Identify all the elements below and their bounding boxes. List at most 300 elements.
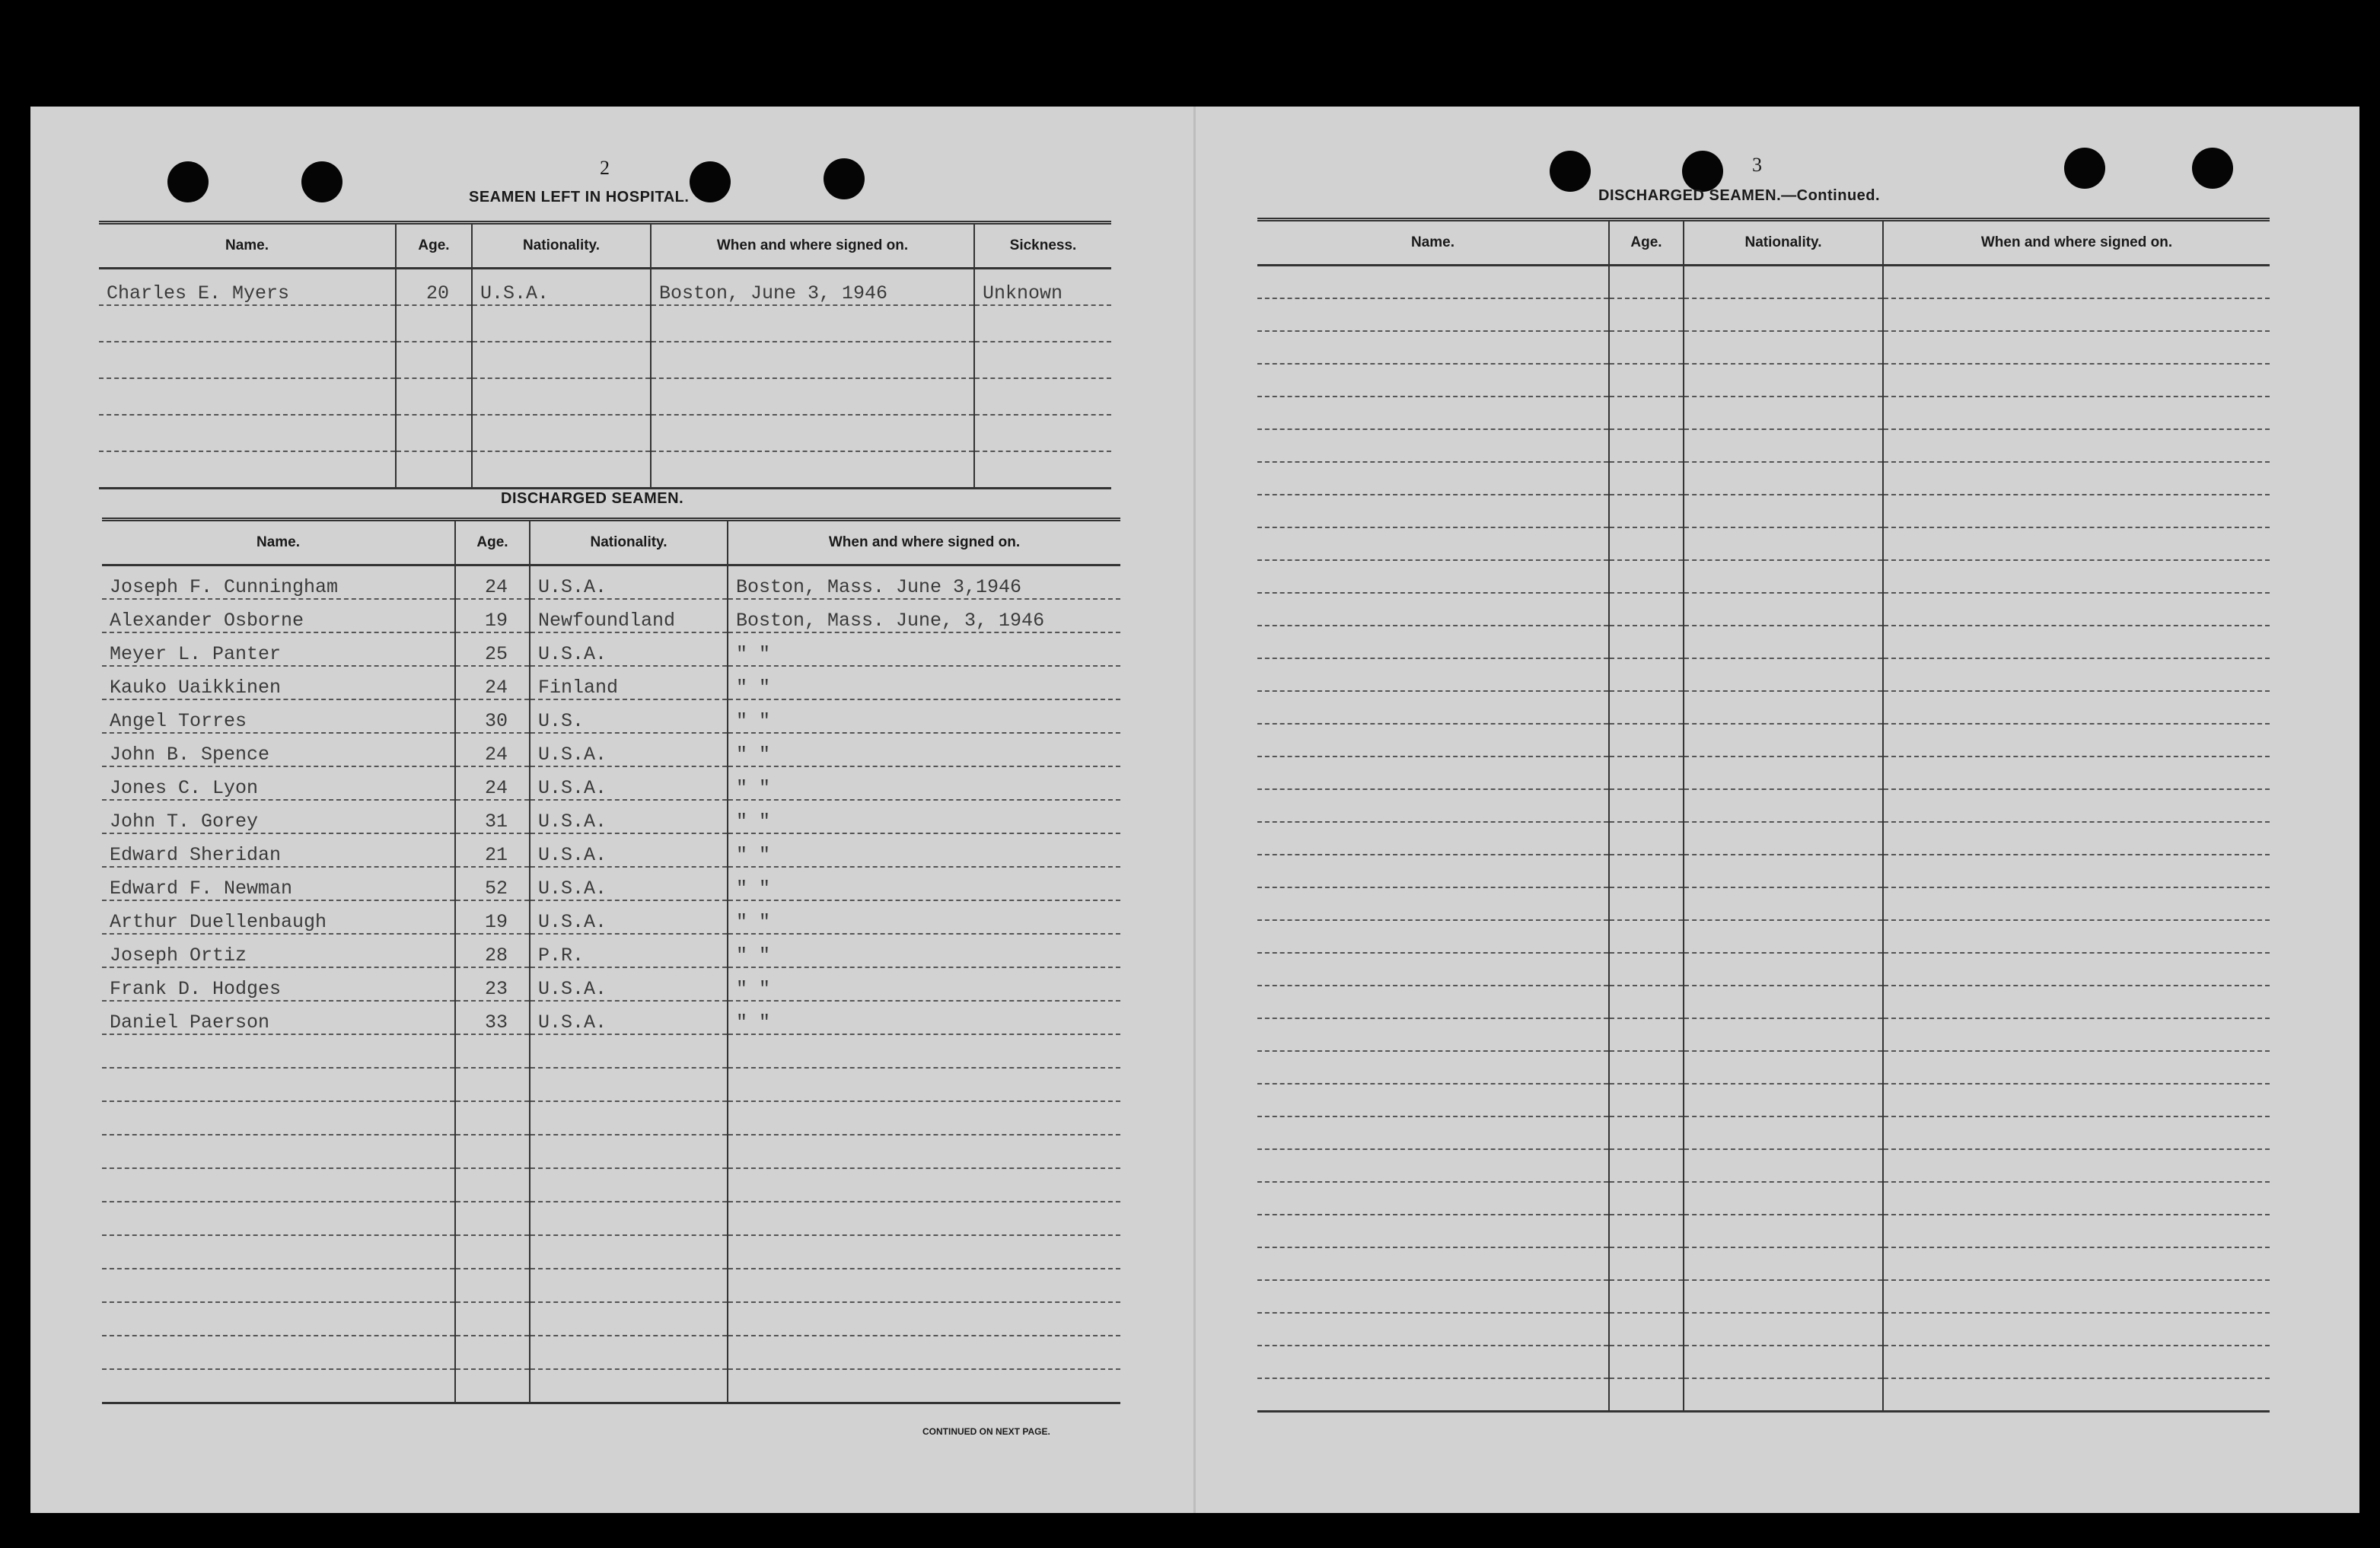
hospital-section-title: SEAMEN LEFT IN HOSPITAL. xyxy=(469,189,690,205)
discharged-cell xyxy=(102,1336,455,1369)
discharged-cell: Alexander Osborne xyxy=(102,599,455,632)
discharged-cell: U.S.A. xyxy=(530,733,728,766)
continued-cell xyxy=(1257,822,1609,855)
table-row xyxy=(99,342,1111,378)
continued-cell xyxy=(1883,691,2270,724)
discharged-cell xyxy=(530,1336,728,1369)
continued-section-title: DISCHARGED SEAMEN.—Continued. xyxy=(1598,187,1881,204)
table-row xyxy=(1257,658,2270,691)
hospital-cell: 20 xyxy=(396,269,472,306)
discharged-cell xyxy=(455,1101,530,1135)
continued-cell xyxy=(1883,1051,2270,1084)
continued-cell xyxy=(1609,953,1684,986)
continued-cell xyxy=(1684,626,1883,658)
discharged-continued-table xyxy=(1257,218,2270,1413)
discharged-cell xyxy=(728,1168,1120,1202)
continued-cell xyxy=(1257,953,1609,986)
discharged-cell: 23 xyxy=(455,967,530,1001)
table-row xyxy=(102,666,1120,699)
continued-cell xyxy=(1883,1247,2270,1280)
continued-cell xyxy=(1609,1247,1684,1280)
table-row xyxy=(102,1302,1120,1336)
table-row xyxy=(1257,1313,2270,1346)
discharged-cell xyxy=(530,1369,728,1403)
table-row xyxy=(1257,429,2270,462)
discharged-cell xyxy=(728,1235,1120,1269)
discharged-cell: " " xyxy=(728,632,1120,666)
table-row xyxy=(1257,331,2270,364)
continued-cell xyxy=(1883,920,2270,953)
table-row xyxy=(1257,756,2270,789)
hospital-cell xyxy=(472,378,651,415)
discharged-cell xyxy=(102,1101,455,1135)
hospital-cell: U.S.A. xyxy=(472,269,651,306)
continued-cell xyxy=(1257,756,1609,789)
continued-cell xyxy=(1684,1149,1883,1182)
discharged-cell xyxy=(728,1302,1120,1336)
discharged-cell xyxy=(728,1369,1120,1403)
discharged-cell: U.S.A. xyxy=(530,967,728,1001)
table-row xyxy=(102,1135,1120,1168)
continued-cell xyxy=(1257,658,1609,691)
discharged-cell xyxy=(530,1135,728,1168)
continued-cell xyxy=(1684,593,1883,626)
continued-cell xyxy=(1257,331,1609,364)
continued-cell xyxy=(1257,1116,1609,1149)
continued-cell xyxy=(1257,1313,1609,1346)
continued-cell xyxy=(1257,1346,1609,1378)
table-row xyxy=(1257,593,2270,626)
discharged-cell xyxy=(102,1135,455,1168)
discharged-header-1: Age. xyxy=(455,520,530,565)
discharged-cell xyxy=(102,1202,455,1235)
hospital-cell xyxy=(472,415,651,451)
continued-cell xyxy=(1883,1149,2270,1182)
table-row xyxy=(1257,855,2270,887)
continued-cell xyxy=(1609,920,1684,953)
table-row xyxy=(102,632,1120,666)
continued-cell xyxy=(1684,789,1883,822)
continued-cell xyxy=(1257,364,1609,397)
continued-cell xyxy=(1684,1116,1883,1149)
binder-hole xyxy=(824,158,865,199)
continued-cell xyxy=(1883,560,2270,593)
discharged-cell: 31 xyxy=(455,800,530,833)
hospital-cell xyxy=(99,415,396,451)
discharged-cell: U.S.A. xyxy=(530,766,728,800)
discharged-cell xyxy=(102,1369,455,1403)
discharged-cell: 19 xyxy=(455,900,530,934)
table-row xyxy=(102,1001,1120,1034)
page-number-left: 2 xyxy=(600,157,610,179)
table-row xyxy=(1257,920,2270,953)
continued-cell xyxy=(1257,920,1609,953)
table-row xyxy=(1257,1280,2270,1313)
continued-cell xyxy=(1257,266,1609,299)
table-row xyxy=(102,1034,1120,1068)
continued-cell xyxy=(1609,1313,1684,1346)
continued-cell xyxy=(1609,429,1684,462)
discharged-cell: Newfoundland xyxy=(530,599,728,632)
discharged-cell: " " xyxy=(728,934,1120,967)
hospital-header-4: Sickness. xyxy=(974,223,1111,269)
hospital-cell xyxy=(651,342,974,378)
discharged-cell: 24 xyxy=(455,766,530,800)
table-row xyxy=(1257,397,2270,429)
continued-header-0: Name. xyxy=(1257,220,1609,266)
discharged-cell xyxy=(455,1269,530,1302)
continued-cell xyxy=(1883,953,2270,986)
continued-cell xyxy=(1883,1346,2270,1378)
discharged-cell: Daniel Paerson xyxy=(102,1001,455,1034)
discharged-cell xyxy=(455,1336,530,1369)
continued-cell xyxy=(1684,1018,1883,1051)
discharged-cell xyxy=(728,1269,1120,1302)
continued-cell xyxy=(1609,789,1684,822)
table-row xyxy=(1257,724,2270,756)
hospital-header-3: When and where signed on. xyxy=(651,223,974,269)
discharged-cell: " " xyxy=(728,733,1120,766)
hospital-cell xyxy=(99,342,396,378)
discharged-cell xyxy=(728,1034,1120,1068)
continued-cell xyxy=(1609,1149,1684,1182)
continued-cell xyxy=(1684,462,1883,495)
continued-cell xyxy=(1257,626,1609,658)
table-row xyxy=(1257,495,2270,527)
discharged-cell xyxy=(530,1202,728,1235)
binder-hole xyxy=(301,161,343,202)
discharged-cell xyxy=(102,1068,455,1101)
continued-cell xyxy=(1883,1280,2270,1313)
continued-cell xyxy=(1684,560,1883,593)
discharged-cell: Edward Sheridan xyxy=(102,833,455,867)
discharged-cell xyxy=(530,1302,728,1336)
continued-cell xyxy=(1883,724,2270,756)
discharged-cell xyxy=(530,1168,728,1202)
continued-cell xyxy=(1257,527,1609,560)
table-row xyxy=(1257,822,2270,855)
table-row xyxy=(102,1269,1120,1302)
continued-cell xyxy=(1609,593,1684,626)
discharged-header-2: Nationality. xyxy=(530,520,728,565)
continued-cell xyxy=(1257,397,1609,429)
continued-header-3: When and where signed on. xyxy=(1883,220,2270,266)
discharged-cell xyxy=(455,1202,530,1235)
table-row xyxy=(102,766,1120,800)
hospital-cell xyxy=(651,415,974,451)
continued-cell xyxy=(1883,364,2270,397)
continued-cell xyxy=(1883,1313,2270,1346)
continued-cell xyxy=(1883,462,2270,495)
discharged-table xyxy=(102,518,1120,1404)
binder-hole xyxy=(2064,148,2105,189)
continued-cell xyxy=(1609,364,1684,397)
continued-cell xyxy=(1257,691,1609,724)
continued-cell xyxy=(1883,331,2270,364)
discharged-cell: Joseph F. Cunningham xyxy=(102,565,455,600)
discharged-cell: John T. Gorey xyxy=(102,800,455,833)
hospital-cell xyxy=(651,451,974,489)
hospital-cell: Boston, June 3, 1946 xyxy=(651,269,974,306)
binder-hole xyxy=(1550,151,1591,192)
table-row xyxy=(1257,298,2270,331)
continued-cell xyxy=(1883,822,2270,855)
discharged-cell: " " xyxy=(728,699,1120,733)
continued-cell xyxy=(1684,658,1883,691)
continued-cell xyxy=(1883,626,2270,658)
continued-cell xyxy=(1609,462,1684,495)
continued-cell xyxy=(1609,724,1684,756)
discharged-cell xyxy=(728,1202,1120,1235)
table-row xyxy=(102,565,1120,600)
binder-hole xyxy=(2192,148,2233,189)
continued-cell xyxy=(1257,298,1609,331)
continued-cell xyxy=(1883,527,2270,560)
discharged-cell xyxy=(530,1235,728,1269)
continued-cell xyxy=(1883,1018,2270,1051)
table-row xyxy=(1257,1149,2270,1182)
continued-cell xyxy=(1684,1378,1883,1412)
discharged-cell xyxy=(455,1302,530,1336)
continued-cell xyxy=(1684,1280,1883,1313)
discharged-cell: Kauko Uaikkinen xyxy=(102,666,455,699)
continued-cell xyxy=(1257,1215,1609,1247)
continued-cell xyxy=(1684,1051,1883,1084)
table-row xyxy=(102,1336,1120,1369)
continued-cell xyxy=(1257,1051,1609,1084)
discharged-cell xyxy=(530,1034,728,1068)
discharged-cell: Angel Torres xyxy=(102,699,455,733)
table-row xyxy=(102,867,1120,900)
page-fold xyxy=(1193,107,1196,1513)
continued-cell xyxy=(1257,1247,1609,1280)
continued-cell xyxy=(1684,855,1883,887)
continued-cell xyxy=(1609,495,1684,527)
continued-cell xyxy=(1257,560,1609,593)
table-row xyxy=(99,451,1111,489)
discharged-cell: " " xyxy=(728,766,1120,800)
discharged-cell xyxy=(455,1235,530,1269)
discharged-header-3: When and where signed on. xyxy=(728,520,1120,565)
continued-cell xyxy=(1684,920,1883,953)
continued-cell xyxy=(1883,429,2270,462)
continued-cell xyxy=(1684,1215,1883,1247)
hospital-cell xyxy=(974,305,1111,342)
discharged-cell: Boston, Mass. June 3,1946 xyxy=(728,565,1120,600)
discharged-cell: U.S.A. xyxy=(530,565,728,600)
hospital-table xyxy=(99,221,1111,489)
hospital-cell xyxy=(651,305,974,342)
discharged-cell xyxy=(728,1135,1120,1168)
continued-cell xyxy=(1609,691,1684,724)
discharged-cell: " " xyxy=(728,967,1120,1001)
continued-cell xyxy=(1883,298,2270,331)
discharged-cell xyxy=(455,1068,530,1101)
continued-cell xyxy=(1609,1280,1684,1313)
discharged-cell: 24 xyxy=(455,666,530,699)
hospital-cell xyxy=(472,451,651,489)
table-row xyxy=(1257,887,2270,920)
discharged-cell xyxy=(102,1034,455,1068)
continued-cell xyxy=(1609,560,1684,593)
continued-cell xyxy=(1609,1215,1684,1247)
discharged-cell xyxy=(102,1302,455,1336)
continued-cell xyxy=(1684,986,1883,1018)
hospital-cell xyxy=(99,378,396,415)
continued-cell xyxy=(1883,593,2270,626)
continued-cell xyxy=(1609,855,1684,887)
continued-cell xyxy=(1257,1018,1609,1051)
continued-cell xyxy=(1257,887,1609,920)
continued-cell xyxy=(1883,789,2270,822)
continued-cell xyxy=(1609,1018,1684,1051)
table-row xyxy=(1257,527,2270,560)
discharged-cell: Finland xyxy=(530,666,728,699)
continued-cell xyxy=(1684,1313,1883,1346)
table-row xyxy=(1257,1116,2270,1149)
discharged-cell: " " xyxy=(728,1001,1120,1034)
discharged-cell: Frank D. Hodges xyxy=(102,967,455,1001)
discharged-cell: 25 xyxy=(455,632,530,666)
continued-cell xyxy=(1609,986,1684,1018)
continued-cell xyxy=(1609,1051,1684,1084)
continued-cell xyxy=(1684,756,1883,789)
discharged-cell: 52 xyxy=(455,867,530,900)
continued-cell xyxy=(1684,822,1883,855)
table-row xyxy=(1257,1378,2270,1412)
hospital-cell xyxy=(472,305,651,342)
continued-cell xyxy=(1257,1149,1609,1182)
table-row xyxy=(102,699,1120,733)
discharged-cell xyxy=(455,1135,530,1168)
continued-cell xyxy=(1257,855,1609,887)
continued-cell xyxy=(1684,1182,1883,1215)
discharged-cell: Joseph Ortiz xyxy=(102,934,455,967)
continued-cell xyxy=(1684,429,1883,462)
table-row xyxy=(102,599,1120,632)
table-row xyxy=(1257,986,2270,1018)
continued-cell xyxy=(1609,266,1684,299)
hospital-cell xyxy=(396,378,472,415)
discharged-cell: " " xyxy=(728,900,1120,934)
continued-cell xyxy=(1609,756,1684,789)
hospital-header-1: Age. xyxy=(396,223,472,269)
table-row xyxy=(102,1235,1120,1269)
continued-cell xyxy=(1257,1182,1609,1215)
continued-header-1: Age. xyxy=(1609,220,1684,266)
binder-hole xyxy=(167,161,209,202)
hospital-cell xyxy=(974,415,1111,451)
table-row xyxy=(102,1202,1120,1235)
hospital-cell xyxy=(99,305,396,342)
table-row xyxy=(1257,266,2270,299)
table-row xyxy=(1257,789,2270,822)
table-row xyxy=(102,1068,1120,1101)
continued-cell xyxy=(1684,691,1883,724)
continued-note: CONTINUED ON NEXT PAGE. xyxy=(922,1426,1050,1437)
continued-cell xyxy=(1883,855,2270,887)
table-row xyxy=(102,1369,1120,1403)
continued-cell xyxy=(1684,331,1883,364)
table-row xyxy=(99,378,1111,415)
table-row xyxy=(1257,1247,2270,1280)
table-row xyxy=(102,800,1120,833)
hospital-cell: Charles E. Myers xyxy=(99,269,396,306)
hospital-cell xyxy=(974,342,1111,378)
discharged-header-0: Name. xyxy=(102,520,455,565)
continued-cell xyxy=(1883,1378,2270,1412)
continued-cell xyxy=(1257,495,1609,527)
binder-hole xyxy=(1682,151,1723,192)
continued-cell xyxy=(1609,1182,1684,1215)
discharged-cell: John B. Spence xyxy=(102,733,455,766)
hospital-cell xyxy=(651,378,974,415)
continued-cell xyxy=(1609,298,1684,331)
table-row xyxy=(1257,691,2270,724)
hospital-cell xyxy=(974,451,1111,489)
discharged-cell: U.S.A. xyxy=(530,867,728,900)
continued-header-2: Nationality. xyxy=(1684,220,1883,266)
continued-cell xyxy=(1684,1247,1883,1280)
table-row xyxy=(102,833,1120,867)
discharged-cell: Jones C. Lyon xyxy=(102,766,455,800)
hospital-cell xyxy=(99,451,396,489)
continued-cell xyxy=(1609,1084,1684,1116)
continued-cell xyxy=(1684,527,1883,560)
continued-cell xyxy=(1883,1084,2270,1116)
continued-cell xyxy=(1883,887,2270,920)
hospital-cell xyxy=(396,415,472,451)
continued-cell xyxy=(1609,887,1684,920)
discharged-cell xyxy=(728,1101,1120,1135)
table-row xyxy=(102,967,1120,1001)
continued-cell xyxy=(1883,1116,2270,1149)
continued-cell xyxy=(1609,822,1684,855)
table-row xyxy=(102,1168,1120,1202)
discharged-cell: U.S.A. xyxy=(530,833,728,867)
discharged-cell: Boston, Mass. June, 3, 1946 xyxy=(728,599,1120,632)
table-row xyxy=(102,733,1120,766)
continued-cell xyxy=(1257,724,1609,756)
continued-cell xyxy=(1609,397,1684,429)
hospital-header-0: Name. xyxy=(99,223,396,269)
continued-cell xyxy=(1883,495,2270,527)
continued-cell xyxy=(1684,298,1883,331)
discharged-cell: 21 xyxy=(455,833,530,867)
continued-cell xyxy=(1257,462,1609,495)
continued-cell xyxy=(1257,593,1609,626)
continued-cell xyxy=(1257,429,1609,462)
continued-cell xyxy=(1684,953,1883,986)
continued-cell xyxy=(1684,724,1883,756)
table-row xyxy=(102,1101,1120,1135)
discharged-cell xyxy=(455,1369,530,1403)
discharged-cell xyxy=(102,1269,455,1302)
continued-cell xyxy=(1609,658,1684,691)
table-row xyxy=(1257,1346,2270,1378)
discharged-cell: " " xyxy=(728,867,1120,900)
hospital-cell xyxy=(396,342,472,378)
table-row xyxy=(1257,1018,2270,1051)
discharged-cell: 28 xyxy=(455,934,530,967)
continued-cell xyxy=(1257,986,1609,1018)
hospital-cell xyxy=(396,451,472,489)
continued-cell xyxy=(1257,789,1609,822)
discharged-cell: 30 xyxy=(455,699,530,733)
hospital-cell: Unknown xyxy=(974,269,1111,306)
continued-cell xyxy=(1609,331,1684,364)
discharged-cell xyxy=(728,1068,1120,1101)
